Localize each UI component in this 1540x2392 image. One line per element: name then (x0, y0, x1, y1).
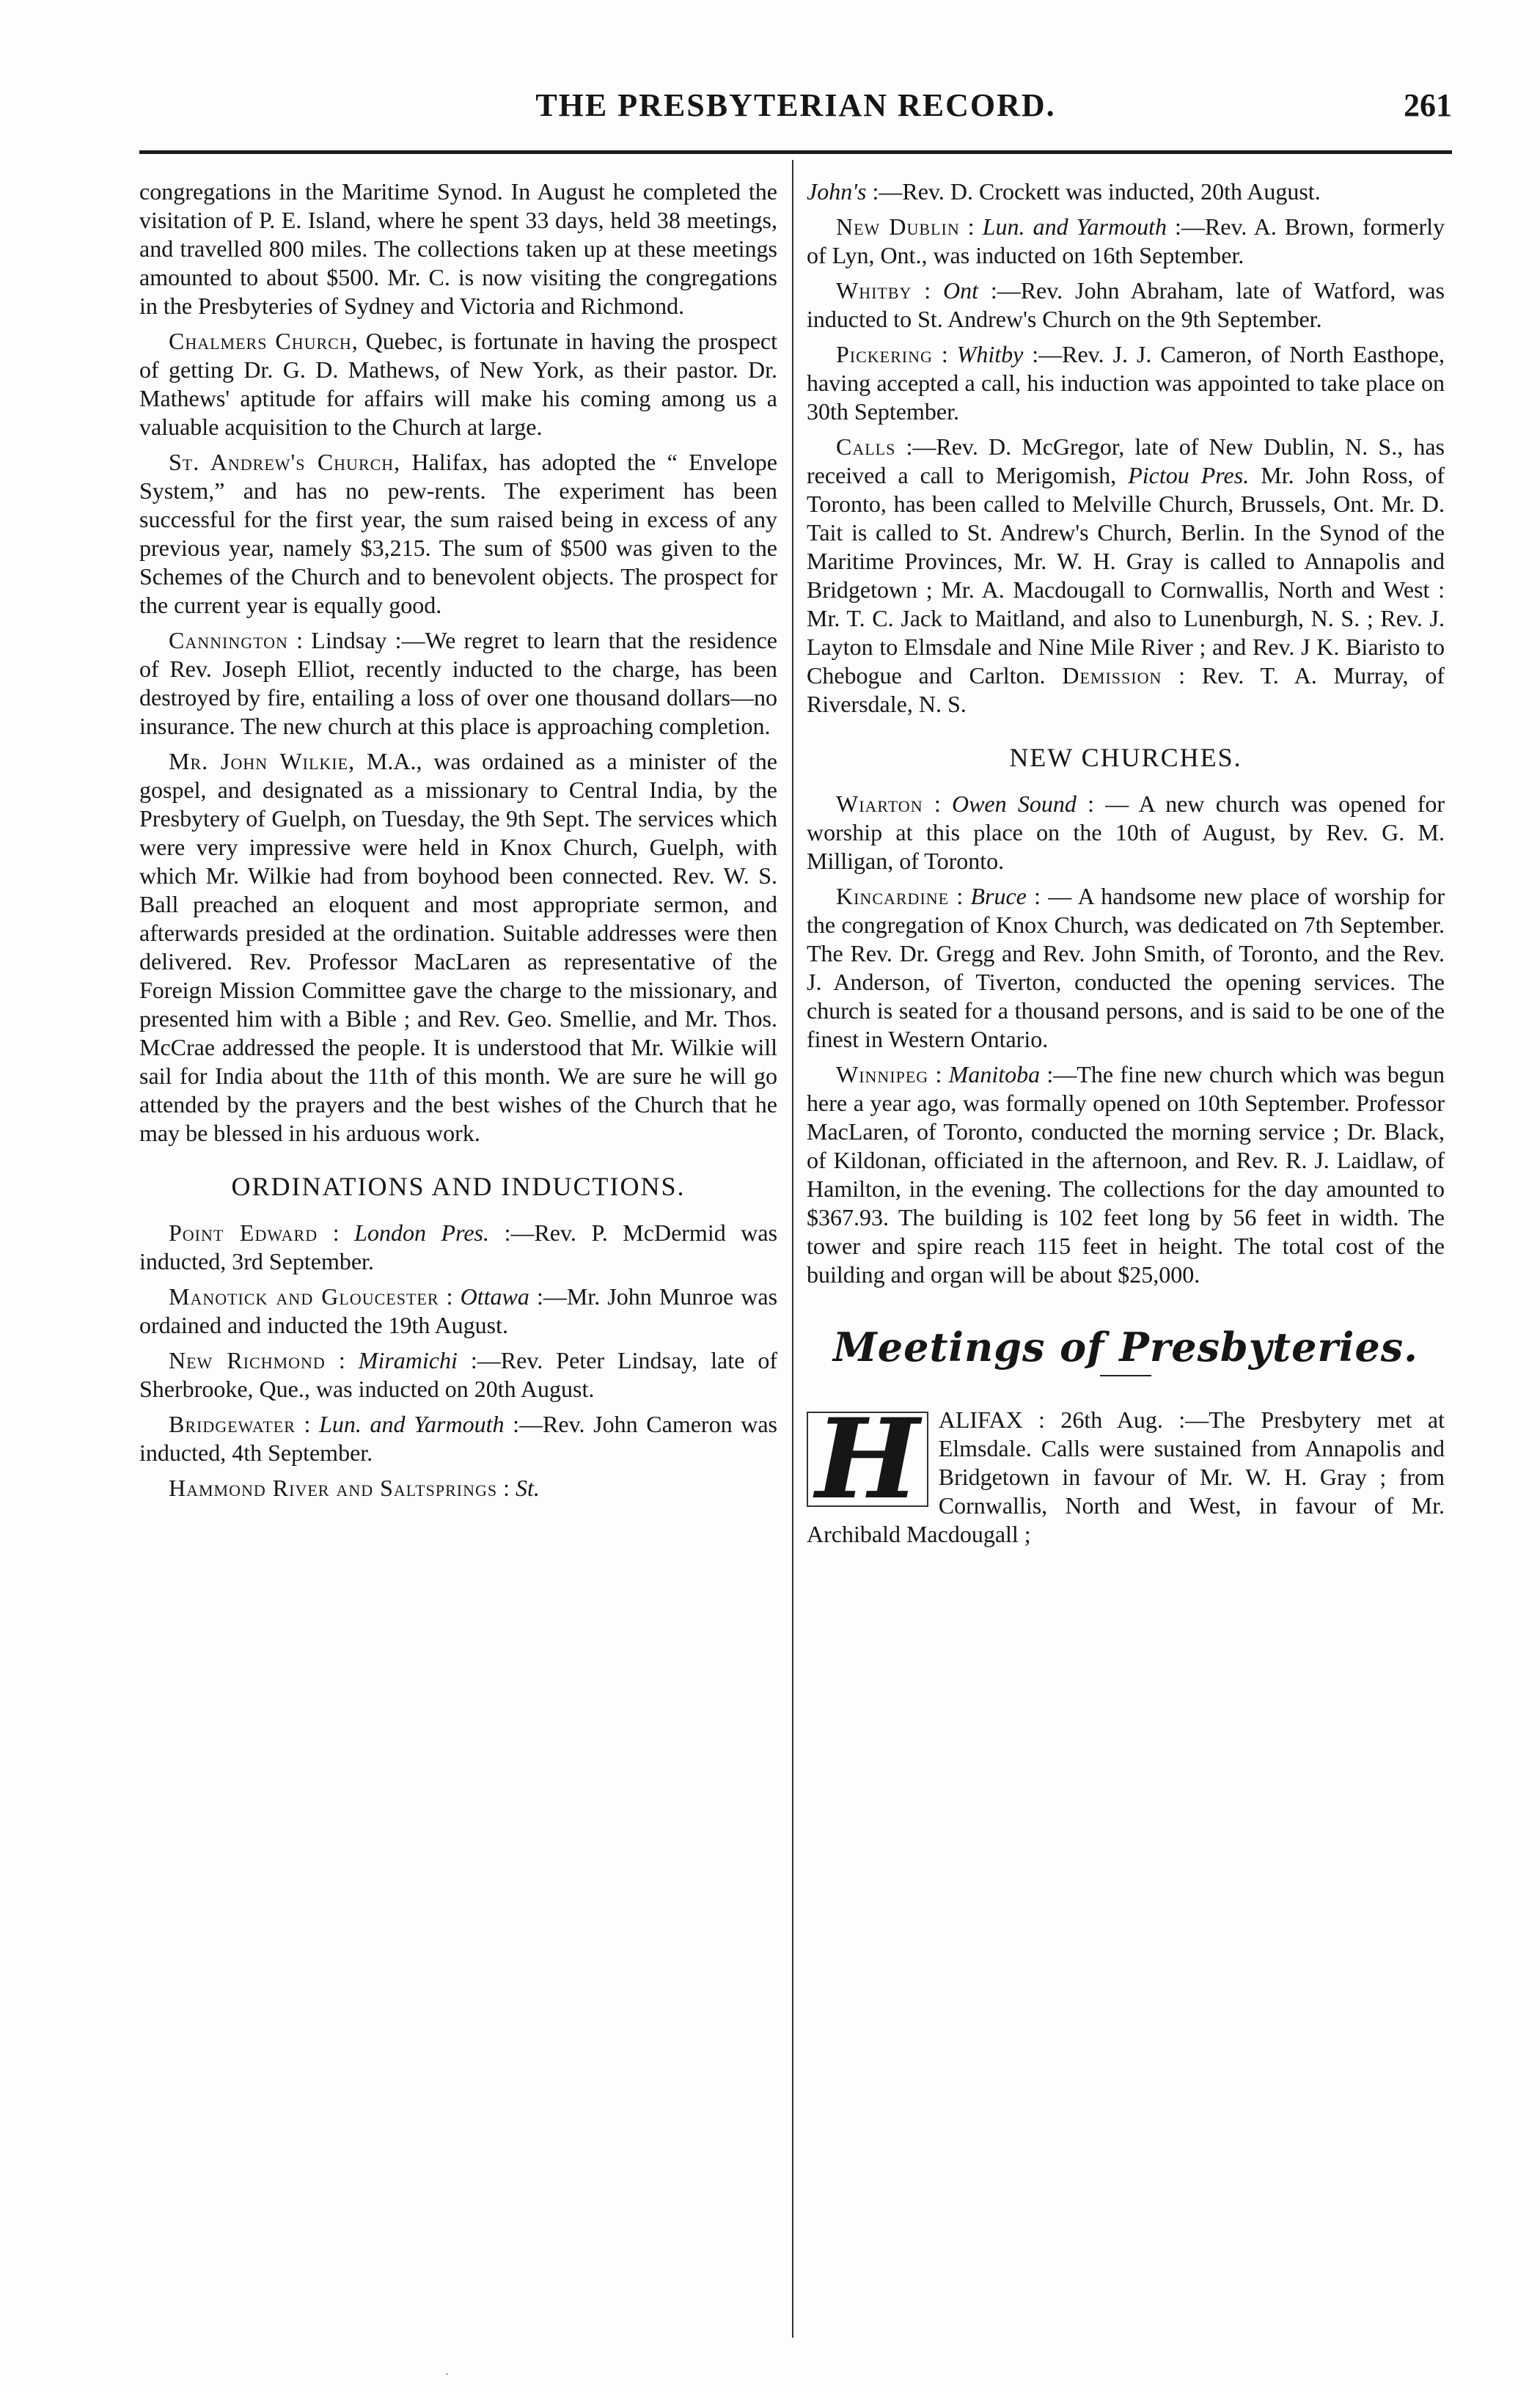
paragraph-maritime-synod: congregations in the Maritime Synod. In August he completed the visitation of P. E. Island, where he spent 33 days, held 38 meetings, and travelled 800 miles. The collections taken up at these meetings amounted to about $500. Mr. C. is now visiting the congregations in the Presbyteries of Sydney and Victoria and Richmond. (139, 178, 777, 319)
right-column (807, 177, 1445, 1555)
column-divider (792, 160, 793, 2338)
entry-head: Chalmers Church, (169, 328, 359, 354)
paragraph-cannington: Cannington : Lindsay :—We regret to learn that the residence of Rev. Joseph Elliot, recently inducted to the charge, has been destroyed by fire, entailing a loss of over one thousand dollars—no insurance. The new church at this place is approaching completion. (139, 627, 777, 739)
running-title: THE PRESBYTERIAN RECORD. (535, 87, 1056, 123)
short-rule (1100, 1375, 1151, 1376)
footer-mark: · (445, 2369, 450, 2381)
entry-kincardine: Kincardine : Bruce : — A handsome new place of worship for the congregation of Knox Church, was dedicated on 7th September. The Rev. Dr. Gregg and Rev. John Smith, of Toronto, and the Rev. J. Anderson, of Tiverton, conducted the opening services. The church is seated for a thousand persons, and is said to be one of the finest in Western Ontario. (807, 883, 1445, 1052)
section-heading-new-churches: NEW CHURCHES. (1009, 743, 1242, 772)
entry-bridgewater: Bridgewater : Lun. and Yarmouth :—Rev. John Cameron was inducted, 4th September. (139, 1411, 778, 1466)
paragraph-chalmers-church: Chalmers Church, Quebec, is fortunate in having the prospect of getting Dr. G. D. Mathews, of New York, as their pastor. Dr. Mathews' aptitude for affairs will make his coming among us a valuable acquisition to the Church at large. (139, 328, 777, 440)
entry-point-edward: Point Edward : London Pres. :—Rev. P. McDermid was inducted, 3rd September. (139, 1219, 778, 1274)
entry-head: St. Andrew's Church, (169, 449, 401, 475)
header-rule (139, 150, 1452, 154)
entry-halifax: H ALIFAX : 26th Aug. :—The Presbytery met at Elmsdale. Calls were sustained from Annapolis and Bridgetown in favour of Mr. W. H. Gray ; from Cornwallis, North and West, in favour of Mr. Archibald Macdougall ; (807, 1395, 1445, 1547)
paragraph-john-wilkie: Mr. John Wilkie, M.A., was ordained as a minister of the gospel, and designated as a missionary to Central India, by the Presbytery of Guelph, on Tuesday, the 9th Sept. The services which were very impressive were held in Knox Church, Guelph, with which Mr. Wilkie had from boyhood been connected. Rev. W. S. Ball preached an eloquent and most appropriate sermon, and afterwards presided at the ordination. Suitable addresses were then delivered. Rev. Professor MacLaren as representative of the Foreign Mission Committee gave the charge to the missionary, and presented him with a Bible ; and Rev. Geo. Smellie, and Mr. Thos. McCrae addressed the people. It is understood that Mr. Wilkie will sail for India about the 11th of this month. We are sure he will go attended by the prayers and the best wishes of the Church that he may be blessed in his arduous work. (139, 748, 777, 1146)
entry-pickering: Pickering : Whitby :—Rev. J. J. Cameron, of North Easthope, having accepted a call, his induction was appointed to take place on 30th September. (807, 341, 1445, 425)
dropcap-letter: H (807, 1412, 928, 1507)
entry-head: Cannington (169, 627, 288, 653)
entry-hammond-river: Hammond River and Saltsprings : St. (169, 1475, 540, 1501)
entry-manotick: Manotick and Gloucester : Ottawa :—Mr. John Munroe was ordained and inducted the 19th August. (139, 1283, 778, 1338)
entry-head: Mr. John Wilkie, (169, 748, 356, 774)
page-number: 261 (1404, 87, 1452, 123)
left-column (139, 177, 777, 1509)
entry-calls: Calls :—Rev. D. McGregor, late of New Dublin, N. S., has received a call to Merigomish, Pictou Pres. Mr. John Ross, of Toronto, has been called to Melville Church, Brussels, Ont. Mr. D. Tait is called to St. Andrew's Church, Berlin. In the Synod of the Maritime Provinces, Mr. W. H. Gray is called to Annapolis and Bridgetown ; Mr. A. Macdougall to Cornwallis, North and West : Mr. T. C. Jack to Maitland, and also to Lunenburgh, N. S. ; Rev. J. Layton to Elmsdale and Nine Mile River ; and Rev. J K. Biaristo to Chebogue and Carlton. Demission : Rev. T. A. Murray, of Riversdale, N. S. (807, 433, 1445, 717)
entry-hammond-river-continued: John's :—Rev. D. Crockett was inducted, 20th August. (807, 178, 1321, 205)
entry-new-dublin: New Dublin : Lun. and Yarmouth :—Rev. A. Brown, formerly of Lyn, Ont., was inducted on 16th September. (807, 213, 1445, 268)
section-heading-ordinations: ORDINATIONS AND INDUCTIONS. (231, 1172, 686, 1201)
entry-wiarton: Wiarton : Owen Sound : — A new church was opened for worship at this place on the 10th of August, by Rev. G. M. Milligan, of Toronto. (807, 790, 1445, 874)
section-heading-meetings: Meetings of Presbyteries. (833, 1324, 1418, 1371)
entry-new-richmond: New Richmond : Miramichi :—Rev. Peter Lindsay, late of Sherbrooke, Que., was inducted on 20th August. (139, 1347, 778, 1402)
entry-whitby: Whitby : Ont :—Rev. John Abraham, late of Watford, was inducted to St. Andrew's Church on the 9th September. (807, 277, 1445, 332)
paragraph-st-andrews-halifax: St. Andrew's Church, Halifax, has adopted the “ Envelope System,” and has no pew-rents. The experiment has been successful for the first year, the sum raised being in excess of any previous year, namely $3,215. The sum of $500 was given to the Schemes of the Church and to benevolent objects. The prospect for the current year is equally good. (139, 449, 778, 618)
page-header (139, 87, 1452, 145)
entry-winnipeg: Winnipeg : Manitoba :—The fine new church which was begun here a year ago, was formally opened on 10th September. Professor MacLaren, of Toronto, conducted the morning service ; Dr. Black, of Kildonan, officiated in the afternoon, and Rev. R. J. Laidlaw, of Hamilton, in the evening. The collections for the day amounted to $367.93. The building is 102 feet long by 56 feet in width. The tower and spire reach 115 feet in height. The total cost of the building and organ will be about $25,000. (807, 1061, 1445, 1288)
